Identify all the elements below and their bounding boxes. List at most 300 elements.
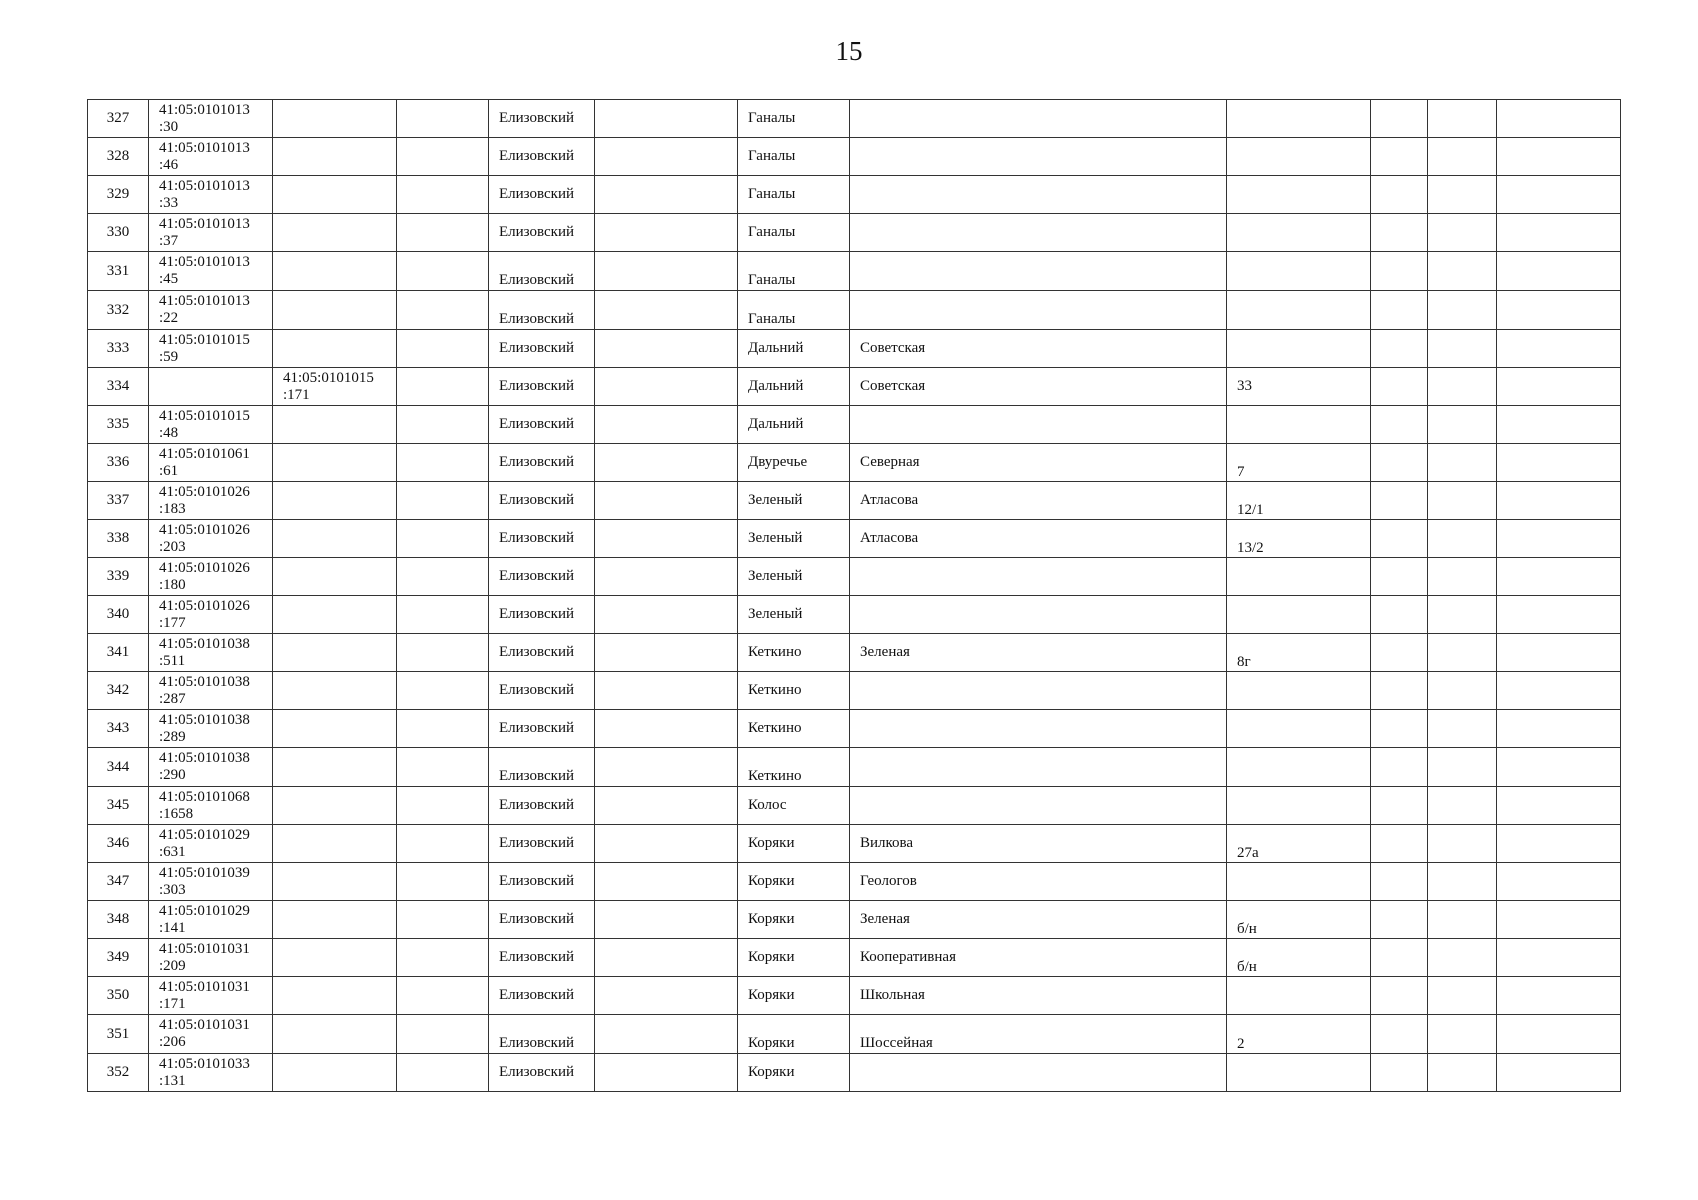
empty-cell xyxy=(397,368,489,406)
empty-cell xyxy=(1371,1054,1428,1092)
empty-cell xyxy=(397,977,489,1015)
district-cell xyxy=(489,596,595,634)
locality-cell xyxy=(738,825,850,863)
empty-cell xyxy=(1371,672,1428,710)
cadastral-number-line: :180 xyxy=(159,576,186,593)
empty-cell xyxy=(1428,252,1497,291)
district-name: Елизовский xyxy=(499,797,575,813)
cadastral-number-line: :287 xyxy=(159,690,186,707)
empty-cell xyxy=(1371,330,1428,368)
empty-cell xyxy=(1428,558,1497,596)
locality-cell xyxy=(738,1054,850,1092)
empty-cell xyxy=(1497,100,1621,138)
street-cell xyxy=(850,825,1227,863)
row-number-cell xyxy=(88,252,149,291)
empty-cell xyxy=(1428,710,1497,748)
row-number: 334 xyxy=(106,378,130,394)
building-cadastral-number-cell xyxy=(273,520,397,558)
empty-cell xyxy=(1497,558,1621,596)
cadastral-number-cell xyxy=(149,1015,273,1054)
locality-cell xyxy=(738,977,850,1015)
district-cell xyxy=(489,291,595,330)
locality-cell xyxy=(738,138,850,176)
row-number-cell xyxy=(88,176,149,214)
cadastral-number-cell xyxy=(149,138,273,176)
building-cadastral-number-cell xyxy=(273,330,397,368)
locality-cell xyxy=(738,672,850,710)
cadastral-number-line: :511 xyxy=(159,652,186,669)
street-cell xyxy=(850,252,1227,291)
house-number-cell xyxy=(1227,176,1371,214)
empty-cell xyxy=(595,214,738,252)
row-number: 348 xyxy=(106,911,130,927)
district-name: Елизовский xyxy=(499,530,575,546)
district-cell xyxy=(489,368,595,406)
locality-cell xyxy=(738,406,850,444)
district-cell xyxy=(489,1054,595,1092)
row-number: 338 xyxy=(106,530,130,546)
district-name: Елизовский xyxy=(499,311,575,327)
empty-cell xyxy=(1497,291,1621,330)
table-row xyxy=(88,710,1621,748)
cadastral-number-cell xyxy=(149,406,273,444)
table-row xyxy=(88,291,1621,330)
house-number-cell xyxy=(1227,520,1371,558)
empty-cell xyxy=(1371,977,1428,1015)
district-name: Елизовский xyxy=(499,1064,575,1080)
street-cell xyxy=(850,558,1227,596)
cadastral-number-line: 41:05:0101015 xyxy=(159,331,250,348)
locality-name: Двуречье xyxy=(748,454,808,470)
building-cadastral-number-cell xyxy=(273,939,397,977)
locality-cell xyxy=(738,863,850,901)
building-cadastral-number-cell xyxy=(273,100,397,138)
locality-cell xyxy=(738,482,850,520)
table-row xyxy=(88,214,1621,252)
row-number: 336 xyxy=(106,454,130,470)
house-number-cell xyxy=(1227,710,1371,748)
street-cell xyxy=(850,330,1227,368)
row-number: 337 xyxy=(106,492,130,508)
row-number-cell xyxy=(88,901,149,939)
cadastral-number-line: :209 xyxy=(159,957,186,974)
street-cell xyxy=(850,100,1227,138)
cadastral-number-line: 41:05:0101015 xyxy=(159,407,250,424)
cadastral-number-cell xyxy=(149,672,273,710)
table-row xyxy=(88,901,1621,939)
row-number: 343 xyxy=(106,720,130,736)
locality-cell xyxy=(738,787,850,825)
district-name: Елизовский xyxy=(499,110,575,126)
empty-cell xyxy=(1497,672,1621,710)
row-number: 333 xyxy=(106,340,130,356)
house-number-cell xyxy=(1227,825,1371,863)
locality-cell xyxy=(738,520,850,558)
cadastral-number-line: :631 xyxy=(159,843,186,860)
empty-cell xyxy=(397,176,489,214)
cadastral-number-line: 41:05:0101026 xyxy=(159,559,250,576)
page-number: 15 xyxy=(835,36,863,66)
district-name: Елизовский xyxy=(499,186,575,202)
district-name: Елизовский xyxy=(499,492,575,508)
building-cadastral-number-cell xyxy=(273,252,397,291)
empty-cell xyxy=(1371,138,1428,176)
empty-cell xyxy=(397,863,489,901)
street-cell xyxy=(850,901,1227,939)
table-row xyxy=(88,520,1621,558)
cadastral-number-cell xyxy=(149,901,273,939)
empty-cell xyxy=(397,901,489,939)
house-number-cell xyxy=(1227,368,1371,406)
empty-cell xyxy=(595,1054,738,1092)
street-name: Северная xyxy=(860,454,920,470)
building-cadastral-number-cell xyxy=(273,291,397,330)
row-number-cell xyxy=(88,863,149,901)
empty-cell xyxy=(397,787,489,825)
district-name: Елизовский xyxy=(499,873,575,889)
building-cadastral-number-cell xyxy=(273,977,397,1015)
empty-cell xyxy=(595,825,738,863)
building-cadastral-number-line: 41:05:0101015 xyxy=(283,369,374,386)
empty-cell xyxy=(595,252,738,291)
locality-name: Ганалы xyxy=(748,110,796,126)
district-cell xyxy=(489,100,595,138)
cadastral-number-line: 41:05:0101026 xyxy=(159,521,250,538)
locality-name: Коряки xyxy=(748,873,795,889)
locality-cell xyxy=(738,596,850,634)
row-number: 351 xyxy=(106,1025,130,1042)
house-number: 8г xyxy=(1237,654,1251,670)
building-cadastral-number-cell xyxy=(273,825,397,863)
empty-cell xyxy=(1497,406,1621,444)
empty-cell xyxy=(1371,176,1428,214)
empty-cell xyxy=(1371,787,1428,825)
cadastral-number-line: 41:05:0101013 xyxy=(159,101,250,118)
locality-cell xyxy=(738,252,850,291)
table-row xyxy=(88,100,1621,138)
building-cadastral-number-cell xyxy=(273,176,397,214)
cadastral-number-line: 41:05:0101038 xyxy=(159,750,250,766)
street-name: Школьная xyxy=(860,987,925,1003)
cadastral-number-line: :46 xyxy=(159,156,179,173)
empty-cell xyxy=(1428,214,1497,252)
table-row xyxy=(88,748,1621,787)
empty-cell xyxy=(1428,787,1497,825)
empty-cell xyxy=(397,748,489,787)
district-cell xyxy=(489,977,595,1015)
empty-cell xyxy=(1428,1054,1497,1092)
locality-name: Ганалы xyxy=(748,186,796,202)
table-row xyxy=(88,482,1621,520)
empty-cell xyxy=(1497,710,1621,748)
empty-cell xyxy=(397,444,489,482)
cadastral-number-line: 41:05:0101026 xyxy=(159,597,250,614)
locality-name: Ганалы xyxy=(748,224,796,240)
locality-name: Зеленый xyxy=(748,568,803,584)
cadastral-number-cell xyxy=(149,214,273,252)
district-cell xyxy=(489,634,595,672)
row-number: 341 xyxy=(106,644,130,660)
street-cell xyxy=(850,444,1227,482)
empty-cell xyxy=(595,977,738,1015)
cadastral-number-line: :33 xyxy=(159,194,179,211)
empty-cell xyxy=(1371,406,1428,444)
cadastral-number-line: :141 xyxy=(159,919,186,936)
empty-cell xyxy=(1371,520,1428,558)
locality-cell xyxy=(738,291,850,330)
cadastral-number-line: 41:05:0101061 xyxy=(159,445,250,462)
street-cell xyxy=(850,520,1227,558)
street-name: Советская xyxy=(860,340,926,356)
empty-cell xyxy=(1428,596,1497,634)
empty-cell xyxy=(397,558,489,596)
row-number-cell xyxy=(88,520,149,558)
cadastral-number-line: 41:05:0101038 xyxy=(159,635,250,652)
table-row xyxy=(88,863,1621,901)
empty-cell xyxy=(595,176,738,214)
cadastral-number-cell xyxy=(149,634,273,672)
empty-cell xyxy=(1428,176,1497,214)
street-cell xyxy=(850,291,1227,330)
empty-cell xyxy=(595,710,738,748)
district-cell xyxy=(489,748,595,787)
cadastral-number-line: 41:05:0101029 xyxy=(159,902,250,919)
street-cell xyxy=(850,1054,1227,1092)
empty-cell xyxy=(1428,406,1497,444)
empty-cell xyxy=(595,330,738,368)
street-cell xyxy=(850,482,1227,520)
cadastral-number-cell xyxy=(149,444,273,482)
empty-cell xyxy=(1497,368,1621,406)
district-name: Елизовский xyxy=(499,911,575,927)
locality-cell xyxy=(738,634,850,672)
locality-name: Кеткино xyxy=(748,720,802,736)
cadastral-number-cell xyxy=(149,482,273,520)
building-cadastral-number-cell xyxy=(273,748,397,787)
cadastral-number-line: :45 xyxy=(159,271,179,287)
row-number: 328 xyxy=(106,148,130,164)
locality-name: Ганалы xyxy=(748,311,796,327)
building-cadastral-number-cell xyxy=(273,787,397,825)
empty-cell xyxy=(1497,252,1621,291)
house-number-cell xyxy=(1227,558,1371,596)
empty-cell xyxy=(1428,1015,1497,1054)
empty-cell xyxy=(1428,748,1497,787)
empty-cell xyxy=(595,138,738,176)
district-name: Елизовский xyxy=(499,768,575,784)
cadastral-number-line: :37 xyxy=(159,232,179,249)
register-body xyxy=(88,100,1621,1092)
house-number-cell xyxy=(1227,787,1371,825)
cadastral-number-line: :22 xyxy=(159,310,179,326)
locality-name: Коряки xyxy=(748,949,795,965)
district-cell xyxy=(489,825,595,863)
house-number-cell xyxy=(1227,748,1371,787)
district-name: Елизовский xyxy=(499,568,575,584)
register-table xyxy=(87,99,1621,1092)
building-cadastral-number-cell xyxy=(273,1054,397,1092)
cadastral-number-line: 41:05:0101013 xyxy=(159,293,250,309)
cadastral-number-line: :171 xyxy=(159,995,186,1012)
locality-cell xyxy=(738,368,850,406)
empty-cell xyxy=(1428,444,1497,482)
table-row xyxy=(88,977,1621,1015)
district-name: Елизовский xyxy=(499,644,575,660)
locality-name: Дальний xyxy=(748,378,804,394)
table-row xyxy=(88,252,1621,291)
row-number-cell xyxy=(88,138,149,176)
empty-cell xyxy=(397,634,489,672)
empty-cell xyxy=(397,291,489,330)
table-row xyxy=(88,368,1621,406)
cadastral-number-line: :131 xyxy=(159,1072,186,1089)
empty-cell xyxy=(397,1054,489,1092)
empty-cell xyxy=(1428,291,1497,330)
cadastral-number-line: 41:05:0101013 xyxy=(159,254,250,270)
empty-cell xyxy=(1497,1054,1621,1092)
empty-cell xyxy=(595,291,738,330)
row-number-cell xyxy=(88,1054,149,1092)
district-name: Елизовский xyxy=(499,835,575,851)
locality-name: Дальний xyxy=(748,416,804,432)
street-cell xyxy=(850,1015,1227,1054)
cadastral-number-line: :290 xyxy=(159,767,186,783)
district-name: Елизовский xyxy=(499,378,575,394)
table-row xyxy=(88,138,1621,176)
empty-cell xyxy=(1428,634,1497,672)
locality-cell xyxy=(738,748,850,787)
house-number: 2 xyxy=(1237,1036,1245,1052)
locality-cell xyxy=(738,1015,850,1054)
empty-cell xyxy=(397,100,489,138)
row-number-cell xyxy=(88,291,149,330)
locality-name: Кеткино xyxy=(748,644,802,660)
street-cell xyxy=(850,672,1227,710)
street-cell xyxy=(850,214,1227,252)
district-cell xyxy=(489,176,595,214)
street-cell xyxy=(850,596,1227,634)
cadastral-number-line: :203 xyxy=(159,538,186,555)
table-row xyxy=(88,672,1621,710)
cadastral-number-line: :48 xyxy=(159,424,179,441)
cadastral-number-cell xyxy=(149,252,273,291)
cadastral-number-line: :177 xyxy=(159,614,186,631)
district-cell xyxy=(489,406,595,444)
house-number-cell xyxy=(1227,138,1371,176)
cadastral-number-cell xyxy=(149,825,273,863)
locality-name: Зеленый xyxy=(748,606,803,622)
district-name: Елизовский xyxy=(499,224,575,240)
empty-cell xyxy=(595,368,738,406)
house-number-cell xyxy=(1227,214,1371,252)
building-cadastral-number-cell xyxy=(273,710,397,748)
locality-cell xyxy=(738,100,850,138)
district-cell xyxy=(489,252,595,291)
empty-cell xyxy=(1497,1015,1621,1054)
street-name: Советская xyxy=(860,378,926,394)
empty-cell xyxy=(1371,368,1428,406)
table-row xyxy=(88,596,1621,634)
empty-cell xyxy=(595,482,738,520)
empty-cell xyxy=(397,1015,489,1054)
street-cell xyxy=(850,787,1227,825)
locality-name: Коряки xyxy=(748,835,795,851)
district-name: Елизовский xyxy=(499,272,575,288)
cadastral-number-cell xyxy=(149,368,273,406)
table-row xyxy=(88,558,1621,596)
district-name: Елизовский xyxy=(499,340,575,356)
house-number-cell xyxy=(1227,406,1371,444)
district-cell xyxy=(489,787,595,825)
district-cell xyxy=(489,214,595,252)
cadastral-number-line: 41:05:0101068 xyxy=(159,788,250,805)
row-number-cell xyxy=(88,330,149,368)
empty-cell xyxy=(1497,901,1621,939)
building-cadastral-number-cell xyxy=(273,482,397,520)
empty-cell xyxy=(1371,825,1428,863)
building-cadastral-number-cell xyxy=(273,1015,397,1054)
empty-cell xyxy=(1371,939,1428,977)
cadastral-number-line: 41:05:0101013 xyxy=(159,215,250,232)
row-number: 331 xyxy=(106,262,130,279)
empty-cell xyxy=(595,901,738,939)
cadastral-number-line: 41:05:0101013 xyxy=(159,177,250,194)
house-number-cell xyxy=(1227,901,1371,939)
locality-cell xyxy=(738,710,850,748)
row-number-cell xyxy=(88,482,149,520)
empty-cell xyxy=(595,520,738,558)
building-cadastral-number-cell xyxy=(273,596,397,634)
row-number-cell xyxy=(88,634,149,672)
row-number-cell xyxy=(88,596,149,634)
district-name: Елизовский xyxy=(499,148,575,164)
empty-cell xyxy=(1428,939,1497,977)
row-number-cell xyxy=(88,558,149,596)
table-row xyxy=(88,176,1621,214)
empty-cell xyxy=(397,214,489,252)
cadastral-number-cell xyxy=(149,787,273,825)
cadastral-number-line: :289 xyxy=(159,728,186,745)
locality-name: Дальний xyxy=(748,340,804,356)
house-number-cell xyxy=(1227,291,1371,330)
locality-name: Коряки xyxy=(748,1064,795,1080)
empty-cell xyxy=(1497,863,1621,901)
locality-name: Коряки xyxy=(748,1035,795,1051)
cadastral-number-line: :30 xyxy=(159,118,179,135)
street-cell xyxy=(850,977,1227,1015)
row-number-cell xyxy=(88,368,149,406)
row-number: 340 xyxy=(106,606,130,622)
empty-cell xyxy=(397,825,489,863)
empty-cell xyxy=(1497,939,1621,977)
cadastral-number-line: 41:05:0101031 xyxy=(159,940,250,957)
cadastral-number-line: 41:05:0101029 xyxy=(159,826,250,843)
table-row xyxy=(88,634,1621,672)
row-number: 344 xyxy=(106,758,130,775)
locality-name: Кеткино xyxy=(748,682,802,698)
empty-cell xyxy=(1428,672,1497,710)
district-cell xyxy=(489,1015,595,1054)
district-cell xyxy=(489,330,595,368)
district-name: Елизовский xyxy=(499,720,575,736)
empty-cell xyxy=(1428,330,1497,368)
house-number-cell xyxy=(1227,939,1371,977)
empty-cell xyxy=(1497,748,1621,787)
district-name: Елизовский xyxy=(499,1035,575,1051)
locality-cell xyxy=(738,444,850,482)
cadastral-number-cell xyxy=(149,977,273,1015)
empty-cell xyxy=(1371,444,1428,482)
